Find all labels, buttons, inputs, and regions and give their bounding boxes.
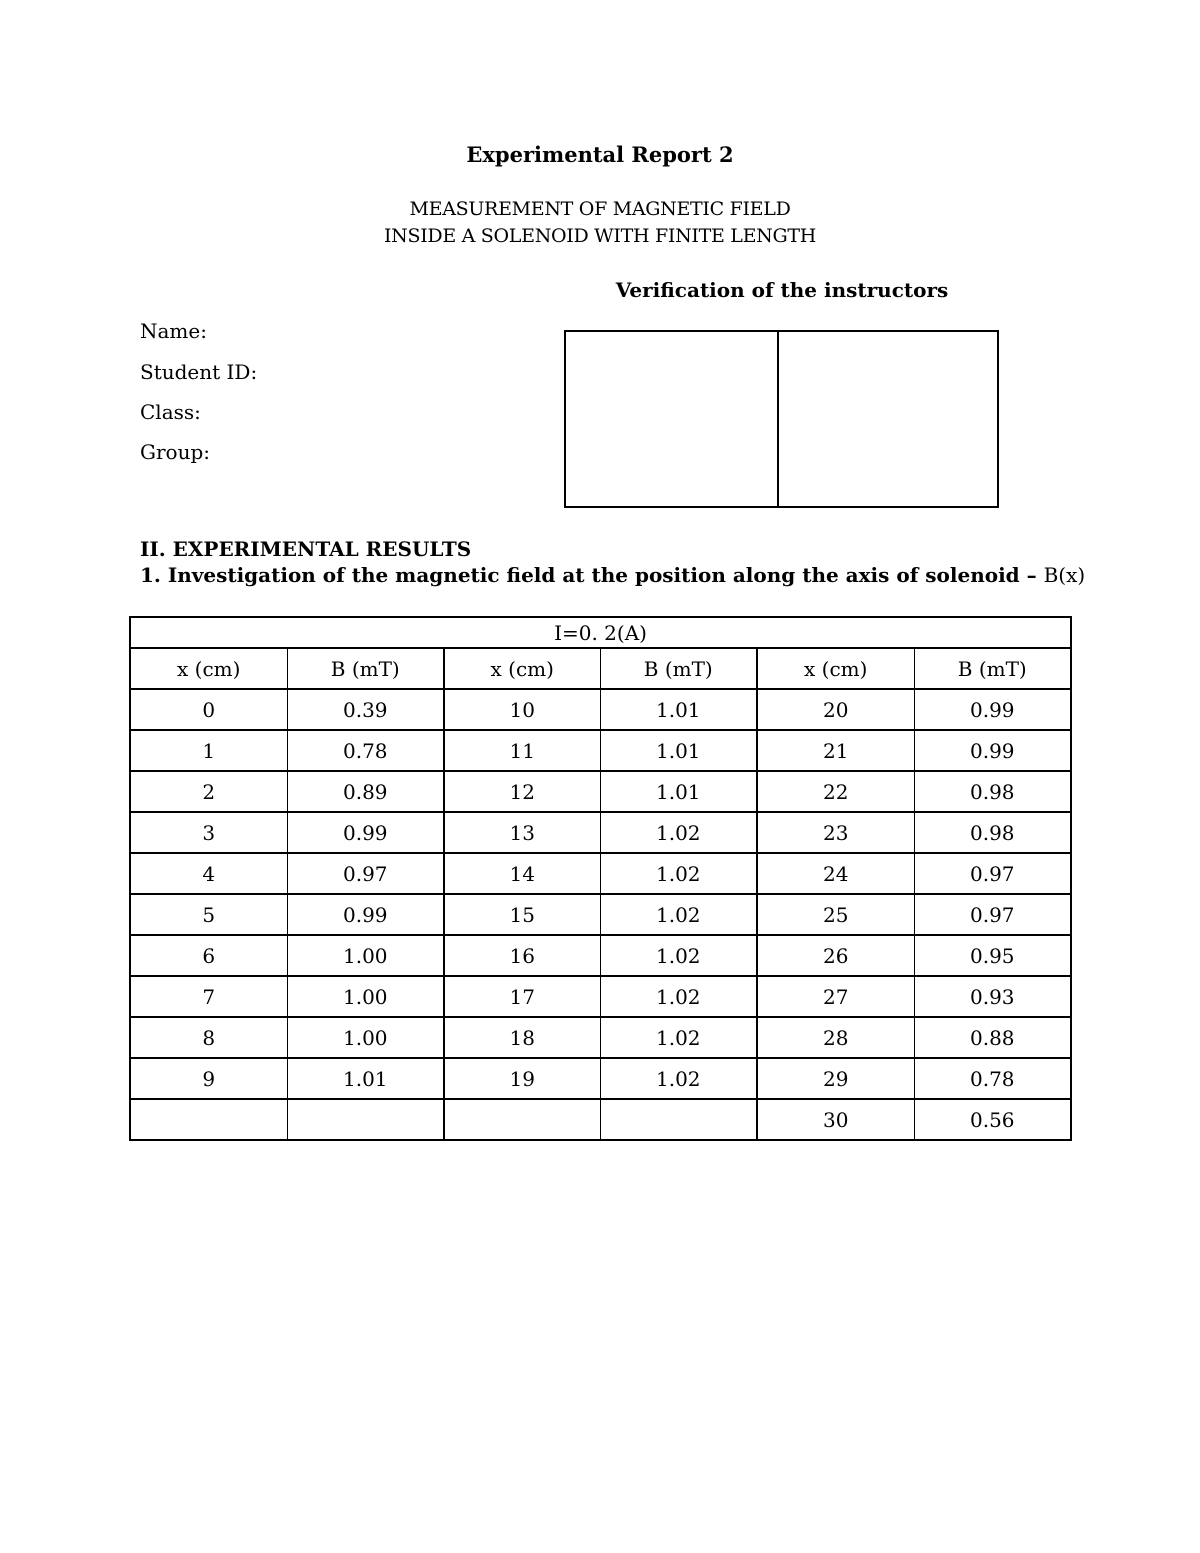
- table-cell: 3: [130, 812, 287, 853]
- table-cell: 28: [757, 1017, 914, 1058]
- table-cell: 1: [130, 730, 287, 771]
- table-cell: 21: [757, 730, 914, 771]
- measurement-table: [129, 616, 1072, 1141]
- table-cell: 16: [444, 935, 600, 976]
- table-cell: 23: [757, 812, 914, 853]
- column-header: x (cm): [130, 648, 287, 689]
- table-cell: 0.99: [287, 812, 444, 853]
- table-row: [130, 976, 1071, 1017]
- table-cell: [600, 1099, 757, 1140]
- table-cell: 1.02: [600, 812, 757, 853]
- table-cell: 1.01: [600, 771, 757, 812]
- table-cell: 4: [130, 853, 287, 894]
- table-row: [130, 812, 1071, 853]
- table-cell: 9: [130, 1058, 287, 1099]
- table-cell: 20: [757, 689, 914, 730]
- table-cell: 1.02: [600, 853, 757, 894]
- table-row: [130, 935, 1071, 976]
- report-title: Experimental Report 2: [466, 142, 734, 167]
- student-id-label: Student ID:: [140, 360, 258, 384]
- table-cell: 15: [444, 894, 600, 935]
- table-cell: 18: [444, 1017, 600, 1058]
- table-cell: 1.00: [287, 976, 444, 1017]
- table-cell: [287, 1099, 444, 1140]
- table-cell: 1.00: [287, 935, 444, 976]
- section-heading: II. EXPERIMENTAL RESULTS: [140, 537, 472, 561]
- table-cell: 8: [130, 1017, 287, 1058]
- column-header: B (mT): [287, 648, 444, 689]
- table-cell: [130, 1099, 287, 1140]
- table-cell: 25: [757, 894, 914, 935]
- table-cell: 1.02: [600, 935, 757, 976]
- table-cell: 6: [130, 935, 287, 976]
- column-header: B (mT): [600, 648, 757, 689]
- report-subtitle-line-2: INSIDE A SOLENOID WITH FINITE LENGTH: [383, 225, 817, 247]
- table-cell: 0.99: [914, 730, 1071, 771]
- subsection-heading: [140, 563, 1085, 587]
- table-cell: 0.97: [914, 894, 1071, 935]
- subsection-heading-text: 1. Investigation of the magnetic field at the position along the axis of solenoid –: [140, 563, 1044, 587]
- table-cell: 0.78: [287, 730, 444, 771]
- table-row: [130, 771, 1071, 812]
- table-cell: 22: [757, 771, 914, 812]
- table-cell: 1.02: [600, 1017, 757, 1058]
- table-cell: 1.01: [600, 730, 757, 771]
- class-label: Class:: [140, 400, 201, 424]
- table-row: [130, 853, 1071, 894]
- table-cell: 2: [130, 771, 287, 812]
- table-cell: 0.99: [287, 894, 444, 935]
- table-cell: 1.01: [287, 1058, 444, 1099]
- subsection-heading-function: B(x): [1043, 563, 1086, 587]
- column-header: B (mT): [914, 648, 1071, 689]
- table-cell: 26: [757, 935, 914, 976]
- table-cell: 12: [444, 771, 600, 812]
- table-cell: 0.89: [287, 771, 444, 812]
- table-cell: 1.02: [600, 894, 757, 935]
- table-row: [130, 1058, 1071, 1099]
- name-label: Name:: [140, 319, 207, 343]
- table-row: [130, 689, 1071, 730]
- table-cell: 10: [444, 689, 600, 730]
- table-cell: 24: [757, 853, 914, 894]
- table-caption-current: I=0. 2(A): [130, 617, 1071, 648]
- table-cell: 0.93: [914, 976, 1071, 1017]
- table-cell: [444, 1099, 600, 1140]
- verification-box: [564, 330, 999, 508]
- table-cell: 14: [444, 853, 600, 894]
- table-cell: 30: [757, 1099, 914, 1140]
- table-cell: 13: [444, 812, 600, 853]
- table-row: [130, 1099, 1071, 1140]
- table-cell: 1.00: [287, 1017, 444, 1058]
- table-cell: 1.01: [600, 689, 757, 730]
- table-cell: 0.98: [914, 771, 1071, 812]
- column-header: x (cm): [444, 648, 600, 689]
- table-cell: 1.02: [600, 976, 757, 1017]
- table-cell: 0.88: [914, 1017, 1071, 1058]
- table-cell: 7: [130, 976, 287, 1017]
- group-label: Group:: [140, 440, 210, 464]
- table-row: [130, 730, 1071, 771]
- table-cell: 5: [130, 894, 287, 935]
- table-row: [130, 894, 1071, 935]
- table-cell: 0.97: [287, 853, 444, 894]
- verification-signature-cell-1: [566, 332, 779, 506]
- table-cell: 19: [444, 1058, 600, 1099]
- table-cell: 0.99: [914, 689, 1071, 730]
- table-cell: 0.56: [914, 1099, 1071, 1140]
- table-row: [130, 1017, 1071, 1058]
- table-cell: 0: [130, 689, 287, 730]
- table-cell: 0.39: [287, 689, 444, 730]
- verification-title: Verification of the instructors: [615, 278, 949, 302]
- table-cell: 11: [444, 730, 600, 771]
- table-cell: 1.02: [600, 1058, 757, 1099]
- table-cell: 0.97: [914, 853, 1071, 894]
- table-cell: 27: [757, 976, 914, 1017]
- table-cell: 29: [757, 1058, 914, 1099]
- table-cell: 0.78: [914, 1058, 1071, 1099]
- verification-signature-cell-2: [779, 332, 997, 506]
- report-subtitle-line-1: MEASUREMENT OF MAGNETIC FIELD: [409, 198, 791, 220]
- table-cell: 17: [444, 976, 600, 1017]
- table-cell: 0.98: [914, 812, 1071, 853]
- column-header: x (cm): [757, 648, 914, 689]
- table-cell: 0.95: [914, 935, 1071, 976]
